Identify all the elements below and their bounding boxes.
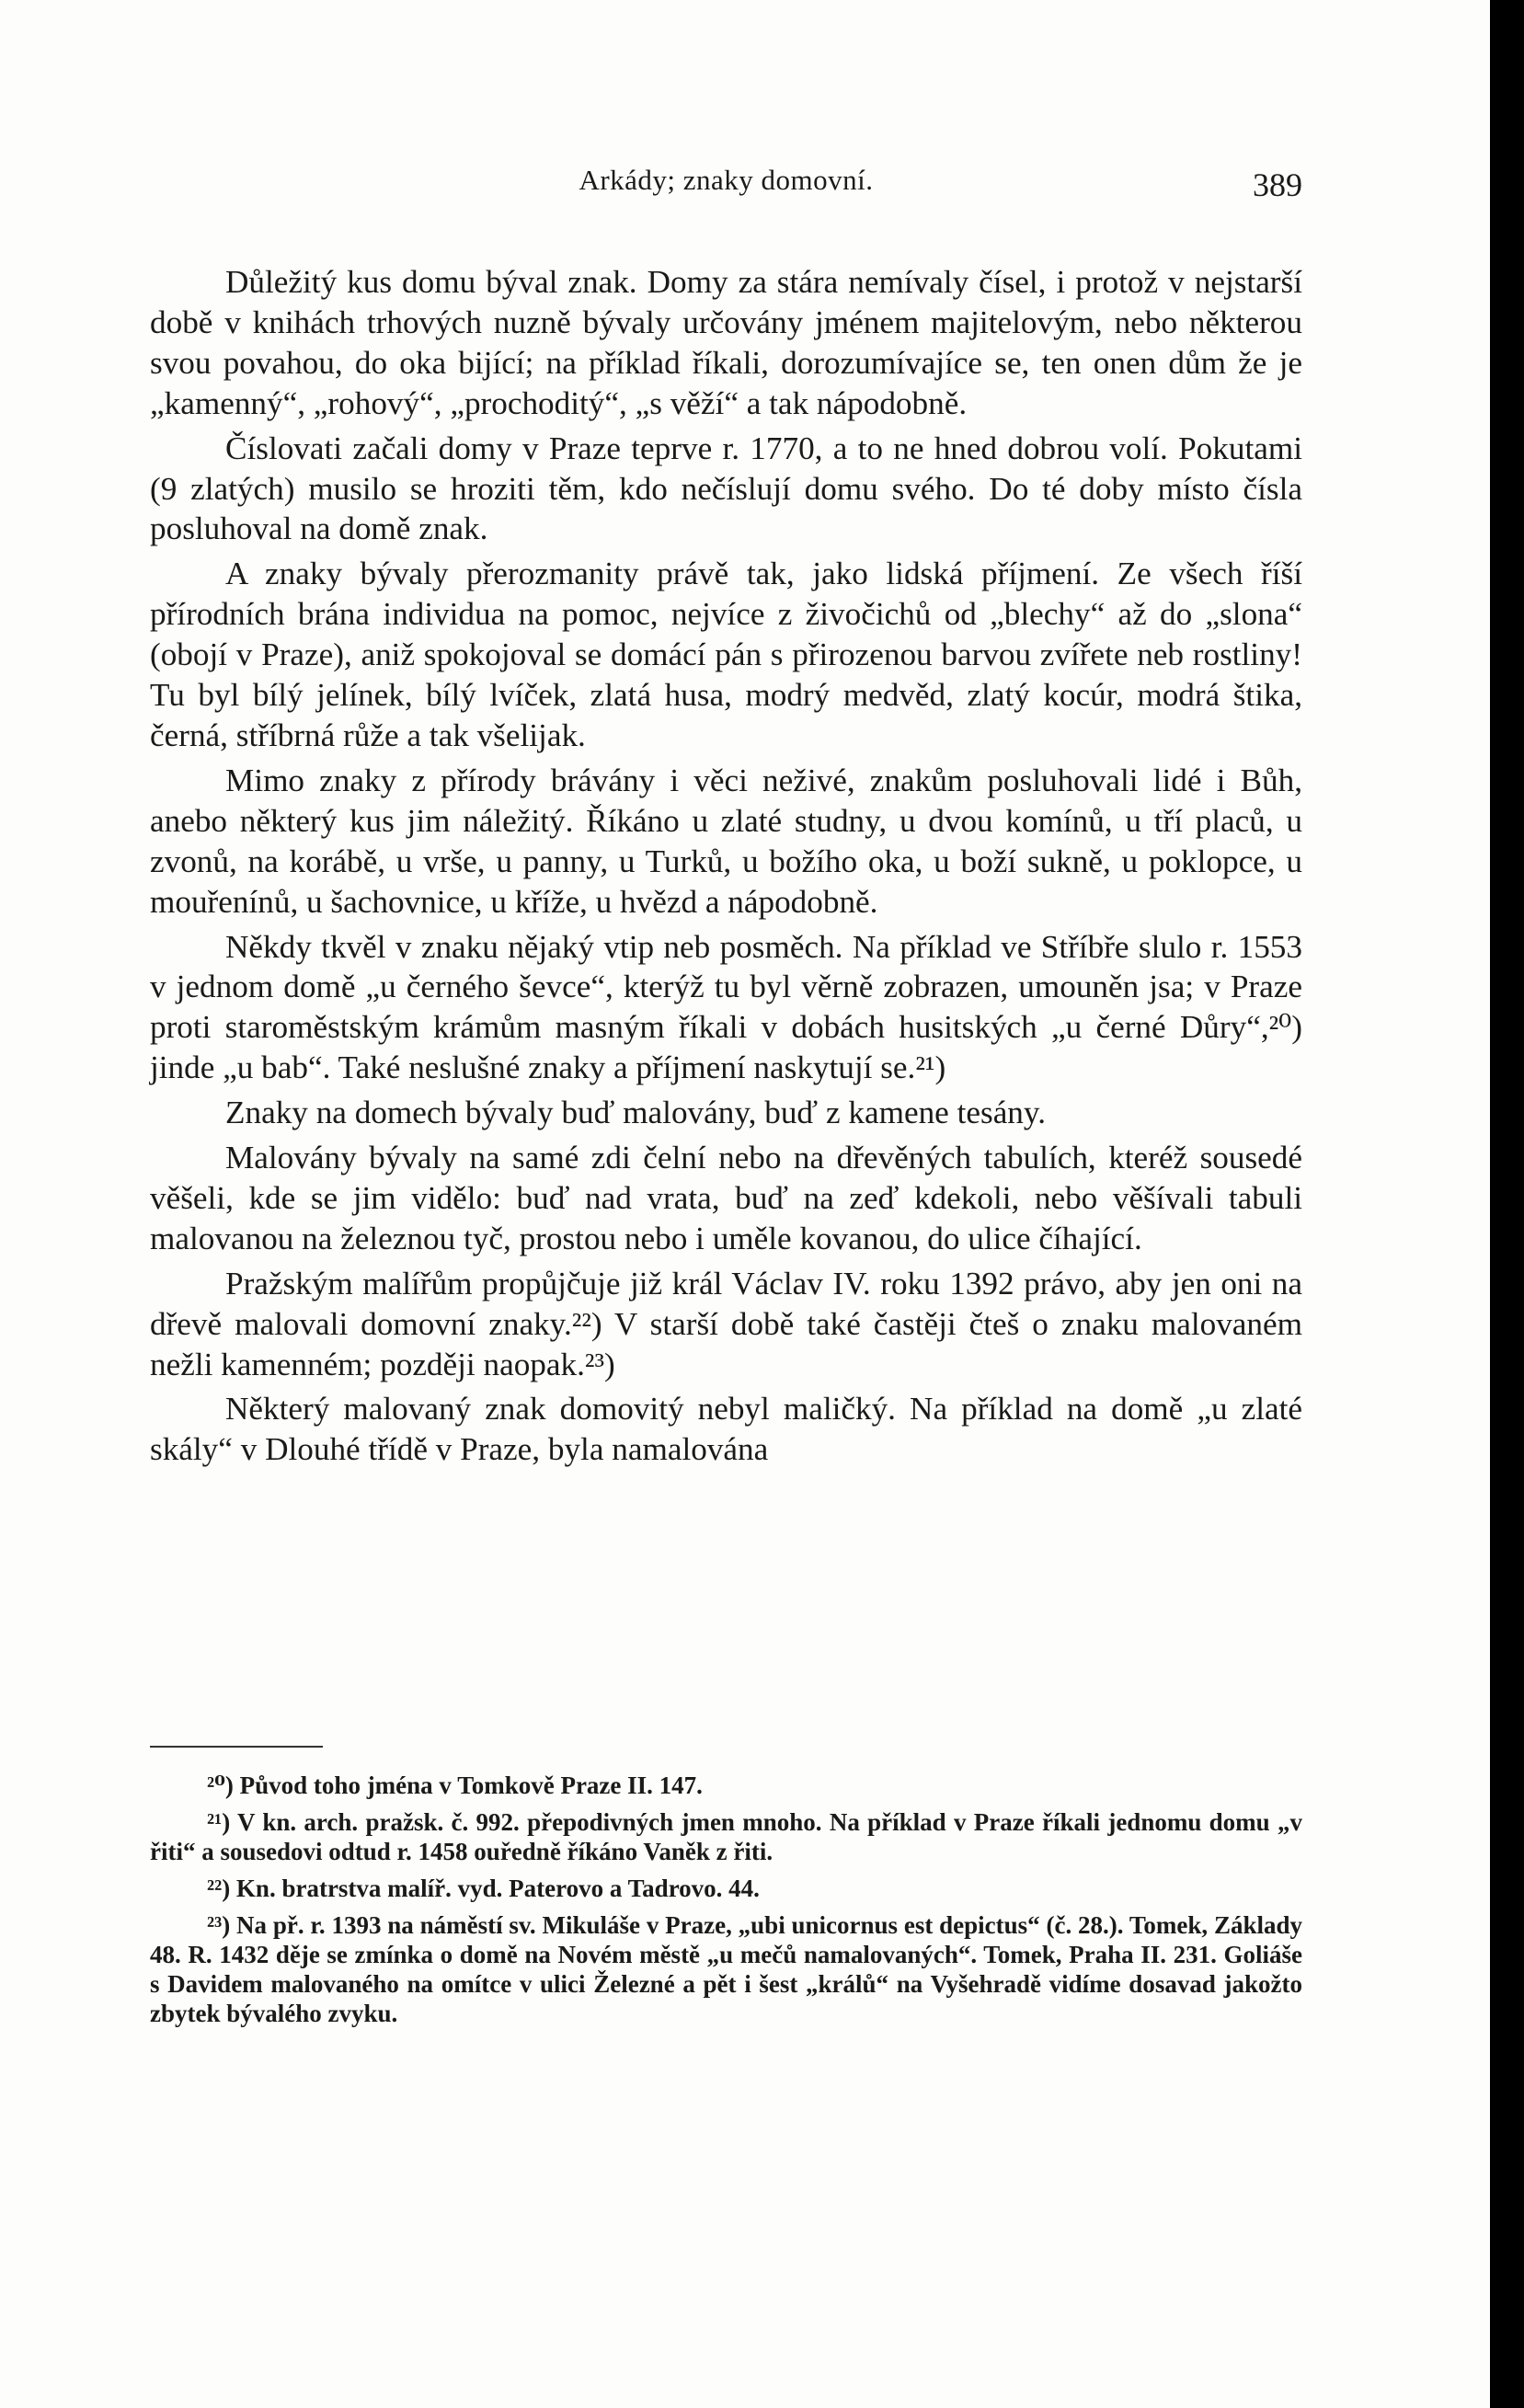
footnotes xyxy=(150,1771,1302,2035)
paragraph: Číslovati začali domy v Praze teprve r. 1770, a to ne hned dobrou volí. Pokutami (9 zlatých) musilo se hroziti těm, kdo nečíslují domu svého. Do té doby místo čísla posluhoval na domě znak. xyxy=(150,430,1302,547)
footnote: ²³) Na př. r. 1393 na náměstí sv. Mikuláše v Praze, „ubi unicornus est depictus“ (č. 28.). Tomek, Základy 48. R. 1432 děje se zmínka o domě na Novém městě „u mečů namalovaných“. Tomek, Praha II. 231. Goliáše s Davidem malovaného na omítce v ulici Železné a pět i šest „králů“ na Vyšehradě vidíme dosavad jakožto zbytek bývalého zvyku. xyxy=(150,1911,1302,2027)
footnote-divider xyxy=(150,1746,323,1748)
main-text xyxy=(150,262,1302,1470)
scan-edge xyxy=(1490,0,1524,2408)
paragraph: A znaky bývaly přerozmanity právě tak, jako lidská příjmení. Ze všech říší přírodních brána individua na pomoc, nejvíce z živočichů od „blechy“ až do „slona“ (obojí v Praze), aniž spokojoval se domácí pán s přirozenou barvou zvířete neb rostliny! Tu byl bílý jelínek, bílý lvíček, zlatá husa, modrý medvěd, zlatý kocúr, modrá štika, černá, stříbrná růže a tak všelijak. xyxy=(150,556,1302,753)
paragraph: Někdy tkvěl v znaku nějaký vtip neb posměch. Na příklad ve Stříbře slulo r. 1553 v jednom domě „u černého ševce“, kterýž tu byl věrně zobrazen, umouněn jsa; v Praze proti staroměstským krámům masným říkali v dobách husitských „u černé Důry“,²⁰) jinde „u bab“. Také neslušné znaky a příjmení naskytují se.²¹) xyxy=(150,928,1302,1086)
running-title: Arkády; znaky domovní. xyxy=(579,164,874,196)
paragraph: Malovány bývaly na samé zdi čelní nebo na dřevěných tabulích, kteréž sousedé věšeli, kde se jim vidělo: buď nad vrata, buď na zeď kdekoli, nebo věšívali tabuli malovanou na železnou tyč, prostou nebo i uměle kovanou, do ulice číhající. xyxy=(150,1140,1302,1256)
page-header xyxy=(150,164,1302,215)
footnote: ²⁰) Původ toho jména v Tomkově Praze II. 147. xyxy=(207,1772,703,1799)
paragraph: Důležitý kus domu býval znak. Domy za stára nemívaly čísel, i protož v nejstarší době v knihách trhových nuzně bývaly určovány jménem majitelovým, nebo některou svou povahou, do oka bijící; na příklad říkali, dorozumívajíce se, ten onen dům že je „kamenný“, „rohový“, „prochoditý“, „s věží“ a tak nápodobně. xyxy=(150,264,1302,421)
footnote: ²²) Kn. bratrstva malíř. vyd. Paterovo a Tadrovo. 44. xyxy=(207,1875,760,1902)
paragraph: Některý malovaný znak domovitý nebyl maličký. Na příklad na domě „u zlaté skály“ v Dlouhé třídě v Praze, byla namalována xyxy=(150,1391,1302,1468)
paragraph: Pražským malířům propůjčuje již král Václav IV. roku 1392 právo, aby jen oni na dřevě malovali domovní znaky.²²) V starší době také častěji čteš o znaku malovaném nežli kamenném; později naopak.²³) xyxy=(150,1265,1302,1382)
footnote: ²¹) V kn. arch. pražsk. č. 992. přepodivných jmen mnoho. Na příklad v Praze říkali jednomu domu „v řiti“ a sousedovi odtud r. 1458 ouředně říkáno Vaněk z řiti. xyxy=(150,1808,1302,1865)
paragraph: Znaky na domech bývaly buď malovány, buď z kamene tesány. xyxy=(225,1095,1047,1131)
page-number: 389 xyxy=(1253,166,1302,203)
paragraph: Mimo znaky z přírody brávány i věci neživé, znakům posluhovali lidé i Bůh, anebo některý kus jim náležitý. Říkáno u zlaté studny, u dvou komínů, u tří placů, u zvonů, na korábě, u vrše, u panny, u Turků, u božího oka, u boží sukně, u poklopce, u mouřenínů, u šachovnice, u kříže, u hvězd a nápodobně. xyxy=(150,762,1302,920)
